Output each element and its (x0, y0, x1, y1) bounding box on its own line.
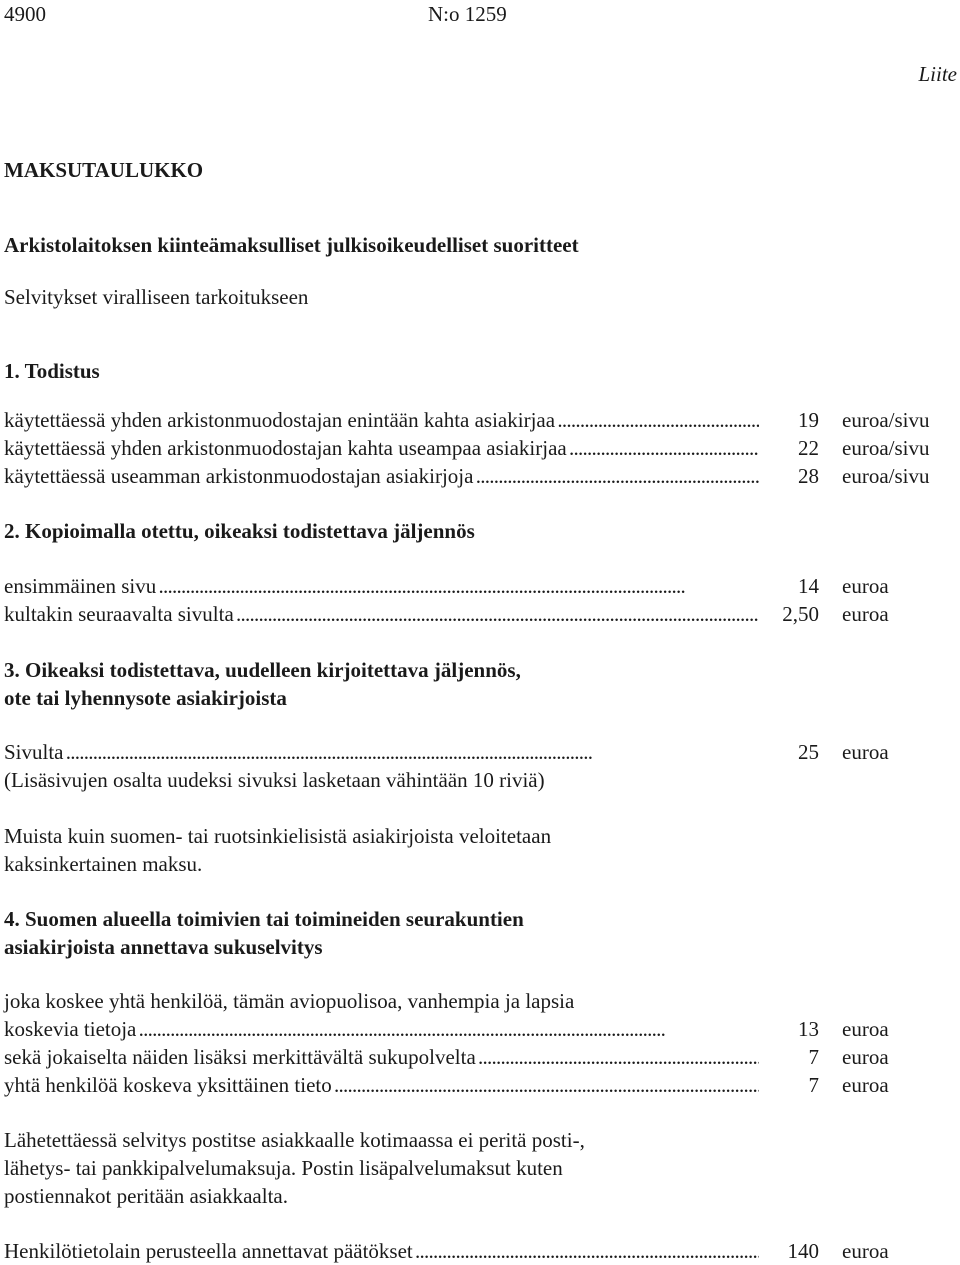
fee-row (4, 738, 957, 766)
section-1-heading: 1. Todistus (4, 359, 100, 383)
fee-row (4, 1237, 957, 1265)
section-3-heading-line: 3. Oikeaksi todistettava, uudelleen kirjoitettava jäljennös, (4, 658, 521, 682)
annex-label: Liite (918, 62, 957, 86)
fee-description: käytettäessä yhden arkistonmuodostajan enintään kahta asiakirjaa . . . (4, 406, 759, 434)
fee-unit: euroa (842, 1239, 889, 1263)
fee-amount: 14 (798, 574, 819, 598)
fee-row (4, 406, 957, 434)
fee-description: sekä jokaiselta näiden lisäksi merkittävältä sukupolvelta . . . (4, 1043, 759, 1071)
foreign-language-note-line: kaksinkertainen maksu. (4, 852, 203, 876)
fee-row (4, 462, 957, 490)
fee-description: ensimmäinen sivu . . . (4, 572, 759, 600)
foreign-language-note-line: Muista kuin suomen- tai ruotsinkielisistä asiakirjoista veloitetaan (4, 824, 552, 848)
page-number: 4900 (4, 2, 46, 26)
fee-row (4, 1071, 957, 1099)
fee-unit: euroa (842, 1017, 889, 1041)
fee-amount: 7 (808, 1045, 819, 1069)
fee-unit: euroa/sivu (842, 408, 930, 432)
fee-unit: euroa (842, 602, 889, 626)
fee-unit: euroa/sivu (842, 464, 930, 488)
document-title: MAKSUTAULUKKO (4, 158, 204, 182)
fee-amount: 22 (798, 436, 819, 460)
fee-description: käytettäessä useamman arkistonmuodostajan asiakirjoja . . . (4, 462, 759, 490)
fee-description: kultakin seuraavalta sivulta . . . (4, 600, 759, 628)
document-heading: Arkistolaitoksen kiinteämaksulliset julkisoikeudelliset suoritteet (4, 233, 579, 257)
fee-description: yhtä henkilöä koskeva yksittäinen tieto . . . (4, 1071, 759, 1099)
fee-amount: 140 (787, 1239, 819, 1263)
section-3-note: (Lisäsivujen osalta uudeksi sivuksi lasketaan vähintään 10 riviä) (4, 768, 545, 792)
section-2-heading: 2. Kopioimalla otettu, oikeaksi todistettava jäljennös (4, 519, 475, 543)
fee-row (4, 1015, 957, 1043)
fee-amount: 19 (798, 408, 819, 432)
fee-row (4, 1043, 957, 1071)
fee-row (4, 434, 957, 462)
document-subheading: Selvitykset viralliseen tarkoitukseen (4, 285, 309, 309)
statute-number: N:o 1259 (428, 2, 507, 26)
fee-description: käytettäessä yhden arkistonmuodostajan kahta useampaa asiakirjaa . . . (4, 434, 759, 462)
section-4-heading-line: asiakirjoista annettava sukuselvitys (4, 935, 323, 959)
section-3-heading-line: ote tai lyhennysote asiakirjoista (4, 686, 287, 710)
section-4-intro: joka koskee yhtä henkilöä, tämän aviopuolisoa, vanhempia ja lapsia (4, 989, 575, 1013)
fee-unit: euroa (842, 740, 889, 764)
fee-amount: 7 (808, 1073, 819, 1097)
postal-note-line: postiennakot peritään asiakkaalta. (4, 1184, 288, 1208)
fee-row (4, 600, 957, 628)
fee-unit: euroa/sivu (842, 436, 930, 460)
fee-amount: 28 (798, 464, 819, 488)
postal-note-line: lähetys- tai pankkipalvelumaksuja. Postin lisäpalvelumaksut kuten (4, 1156, 563, 1180)
fee-amount: 13 (798, 1017, 819, 1041)
fee-description: Henkilötietolain perusteella annettavat päätökset . . . (4, 1237, 759, 1265)
fee-unit: euroa (842, 574, 889, 598)
postal-note-line: Lähetettäessä selvitys postitse asiakkaalle kotimaassa ei peritä posti-, (4, 1128, 585, 1152)
fee-description: Sivulta . . . (4, 738, 759, 766)
fee-amount: 2,50 (782, 602, 819, 626)
section-4-heading-line: 4. Suomen alueella toimivien tai toimineiden seurakuntien (4, 907, 524, 931)
fee-unit: euroa (842, 1073, 889, 1097)
fee-amount: 25 (798, 740, 819, 764)
fee-description: koskevia tietoja . . . (4, 1015, 759, 1043)
fee-row (4, 572, 957, 600)
fee-unit: euroa (842, 1045, 889, 1069)
